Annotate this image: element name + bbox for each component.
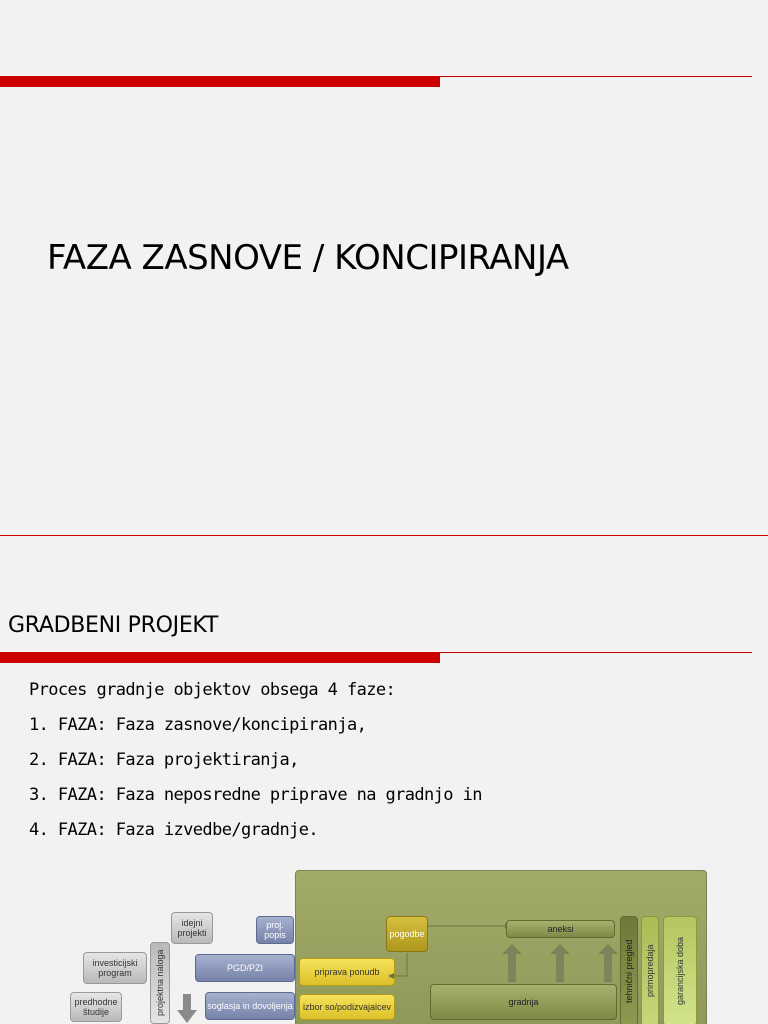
accent-line: [440, 652, 752, 653]
slide-2: [0, 536, 768, 1024]
up-arrows-icon: [500, 944, 620, 984]
slide-title: GRADBENI PROJEKT: [8, 613, 218, 638]
gradnja-box: gradnja: [430, 984, 617, 1020]
predhodne-studije-box: predhodne študije: [70, 992, 122, 1022]
process-diagram: [0, 866, 768, 1024]
body-line: Proces gradnje objektov obsega 4 faze:: [29, 680, 396, 700]
body-line: 1. FAZA: Faza zasnove/koncipiranja,: [29, 715, 367, 735]
projektna-naloga-box: projektna naloga: [150, 942, 170, 1024]
body-text: [29, 678, 482, 853]
garancijska-doba-box: garancijska doba: [663, 916, 697, 1024]
idejni-projekti-box: idejni projekti: [171, 912, 213, 944]
primopredaja-box: primopredaja: [641, 916, 659, 1024]
soglasja-box: soglasja in dovoljenja: [205, 992, 295, 1020]
body-line: 4. FAZA: Faza izvedbe/gradnje.: [29, 820, 319, 840]
aneksi-box: aneksi: [506, 920, 615, 938]
priprava-ponudb-box: priprava ponudb: [299, 958, 395, 986]
investicijski-program-box: investicijski program: [83, 952, 147, 984]
body-line: 2. FAZA: Faza projektiranja,: [29, 750, 299, 770]
slide-title: FAZA ZASNOVE / KONCIPIRANJA: [47, 238, 569, 278]
proj-popis-box: proj. popis: [256, 916, 294, 944]
pogodbe-box: pogodbe: [386, 916, 428, 952]
accent-bar: [0, 76, 440, 87]
tehnicni-pregled-box: tehnični pregled: [620, 916, 638, 1024]
pgd-pzi-box: PGD/PZI: [195, 954, 295, 982]
accent-line: [440, 76, 752, 77]
body-line: 3. FAZA: Faza neposredne priprave na gradnjo in: [29, 785, 482, 805]
down-arrow-icon: [176, 994, 198, 1024]
izbor-box: izbor so/podizvajalcev: [299, 994, 395, 1020]
accent-bar: [0, 652, 440, 663]
